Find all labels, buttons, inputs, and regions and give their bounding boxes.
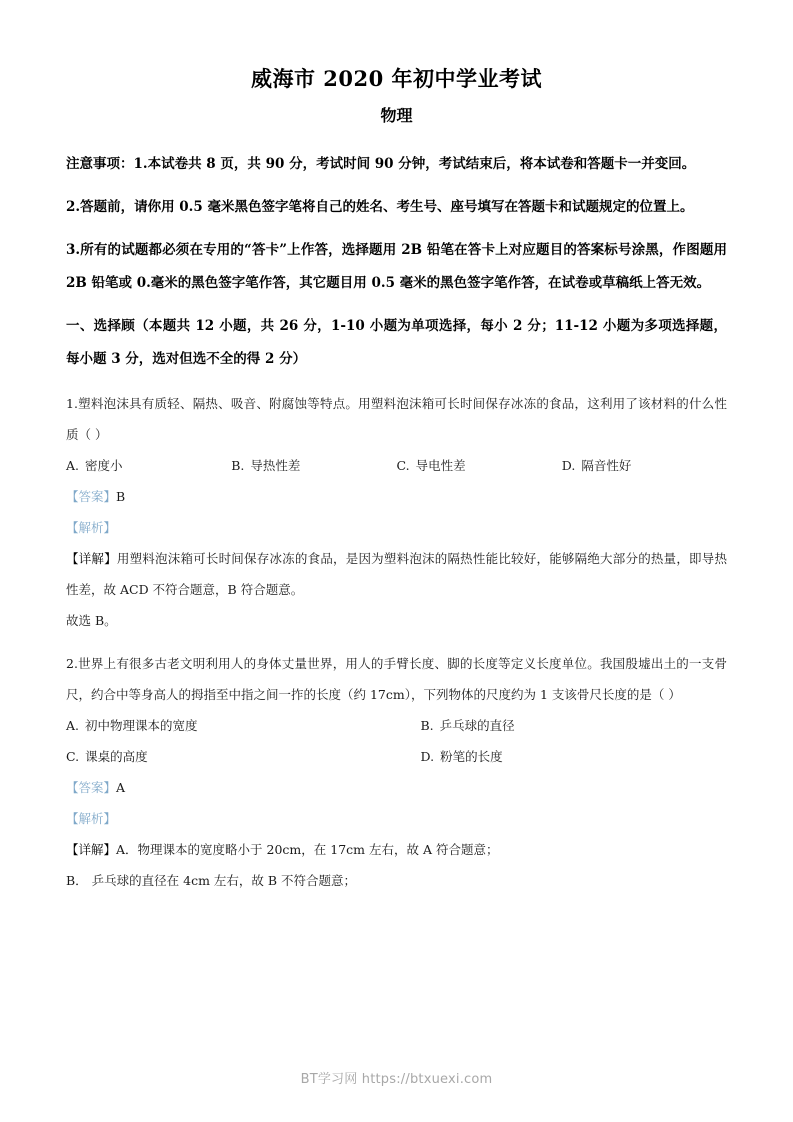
option-d[interactable] (397, 741, 728, 772)
option-c-text: 课桌的高度 (85, 749, 148, 765)
detail-paragraph (66, 834, 727, 865)
answer-line (66, 481, 727, 512)
question-block-2 (66, 636, 727, 896)
question-stem: 2.世界上有很多古老文明利用人的身体丈量世界，用人的手臂长度、脚的长度等定义长度单位。我国殷墟出土的一支骨尺，约合中等身高人的拇指至中指之间一拃的长度（约 17cm），下列物体的尺度约为 1 支该骨尺长度的是（ ） (66, 656, 727, 703)
answer-value: B (116, 489, 126, 505)
detail-conclusion: 故选 B。 (66, 613, 117, 629)
answer-line (66, 772, 727, 803)
detail-tag: 【详解】 (66, 551, 117, 567)
question-stem: 1.塑料泡沫具有质轻、隔热、吸音、附腐蚀等特点。用塑料泡沫箱可长时间保存冰冻的食品，这利用了该材料的什么性质（ ） (66, 396, 727, 443)
option-d[interactable] (562, 450, 727, 481)
option-row (66, 741, 727, 772)
notice-item-3: 3.所有的试题都必须在专用的“答卡”上作答，选择题用 2B 铅笔在答卡上对应题目的答案标号涂黑，作图题用 2B 铅笔或 0.毫米的黑色签字笔作答，其它题目用 0.5 毫米的黑色签字笔作答，在试卷或草稿纸上答无效。 (66, 242, 727, 292)
option-c-label: C. (66, 749, 80, 765)
option-a-text: 密度小 (85, 458, 123, 474)
analysis-line (66, 803, 727, 834)
detail-paragraph (66, 543, 727, 605)
detail-text: 用塑料泡沫箱可长时间保存冰冻的食品，是因为塑料泡沫的隔热性能比较好，能够隔绝大部分的热量，即导热性差，故 ACD 不符合题意，B 符合题意。 (66, 551, 727, 598)
option-a[interactable] (66, 710, 397, 741)
option-a[interactable] (66, 450, 231, 481)
option-b-text: 导热性差 (250, 458, 301, 474)
page-subtitle: 物理 (380, 106, 413, 126)
notice-item-1: 注意事项：1.本试卷共 8 页，共 90 分，考试时间 90 分钟，考试结束后，将本试卷和答题卡一并变回。 (66, 156, 696, 173)
notice-item-2: 2.答题前，请你用 0.5 毫米黑色签字笔将自己的姓名、考生号、座号填写在答题卡和试题规定的位置上。 (66, 199, 694, 216)
option-b-label: B. (231, 458, 245, 474)
option-a-text: 初中物理课本的宽度 (85, 718, 198, 734)
option-c[interactable] (66, 741, 397, 772)
question-block-1 (66, 376, 727, 636)
detail-text: A．物理课本的宽度略小于 20cm，在 17cm 左右，故 A 符合题意； (116, 842, 499, 858)
option-d-label: D. (420, 749, 435, 765)
detail-tag: 【详解】 (66, 842, 117, 858)
answer-tag: 【答案】 (66, 780, 117, 796)
option-d-text: 粉笔的长度 (440, 749, 503, 765)
analysis-line (66, 512, 727, 543)
option-a-label: A. (66, 718, 80, 734)
option-c[interactable] (397, 450, 562, 481)
option-c-label: C. (396, 458, 410, 474)
option-b[interactable] (397, 710, 728, 741)
option-c-text: 导电性差 (415, 458, 466, 474)
option-b[interactable] (231, 450, 396, 481)
option-row (66, 450, 727, 481)
option-a-label: A. (66, 458, 80, 474)
answer-value: A (116, 780, 126, 796)
analysis-tag: 【解析】 (66, 811, 117, 827)
option-row (66, 710, 727, 741)
option-d-label: D. (561, 458, 576, 474)
footer-watermark: BT学习网 https://btxuexi.com (300, 1072, 493, 1087)
option-b-label: B. (420, 718, 434, 734)
option-b-text: 乒乓球的直径 (439, 718, 515, 734)
section-heading-choice: 一、选择顾（本题共 12 小题，共 26 分，1-10 小题为单项选择，每小 2 分；11-12 小题为多项选择题，每小题 3 分，选对但选不全的得 2 分） (66, 318, 727, 368)
analysis-tag: 【解析】 (66, 520, 117, 536)
option-d-text: 隔音性好 (581, 458, 632, 474)
page-title: 威海市 2020 年初中学业考试 (250, 66, 543, 91)
answer-tag: 【答案】 (66, 489, 117, 505)
detail-continuation: B． 乒乓球的直径在 4cm 左右，故 B 不符合题意； (66, 873, 357, 889)
